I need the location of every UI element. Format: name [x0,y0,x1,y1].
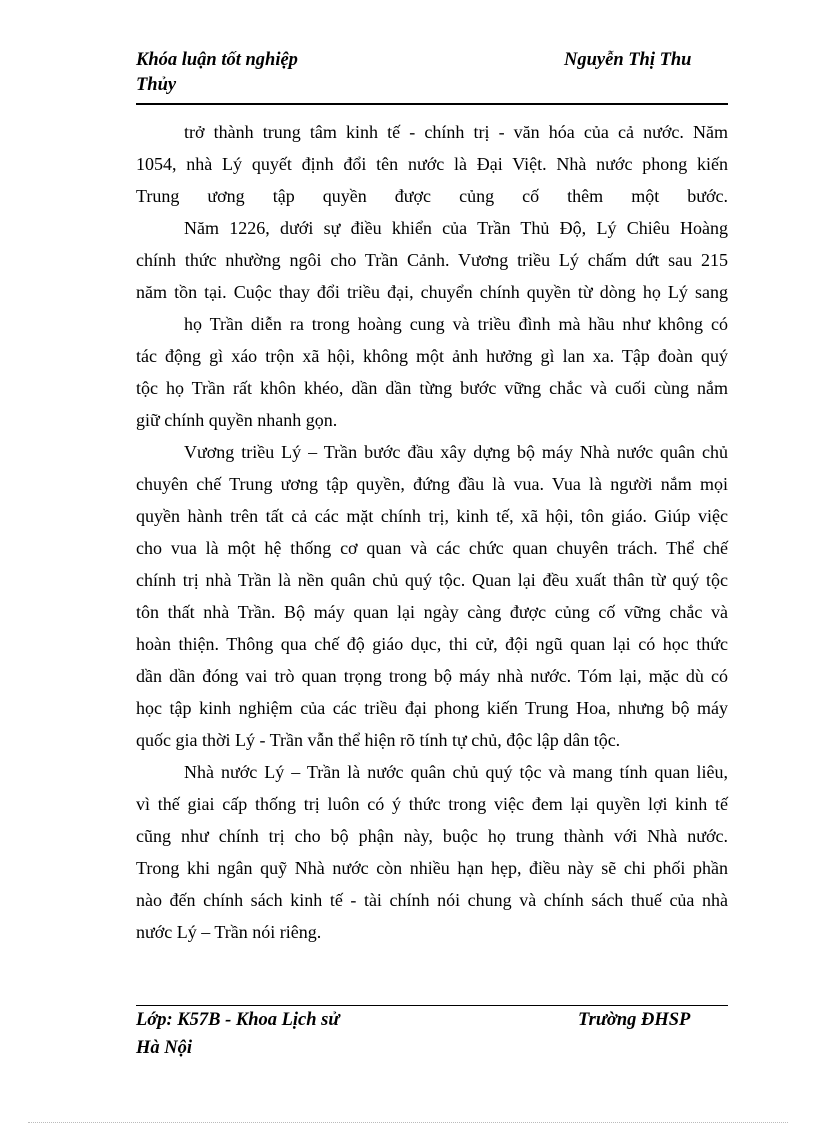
text-line: vì thế giai cấp thống trị luôn có ý thức trong việc đem lại quyền lợi kinh tế [136,794,728,814]
text-line: chuyên chế Trung ương tập quyền, đứng đầu là vua. Vua là người nắm mọi [136,474,728,494]
text-line: Nhà nước Lý – Trần là nước quân chủ quý tộc và mang tính quan liêu, [184,762,728,782]
header-divider [136,103,728,105]
text-line: cho vua là một hệ thống cơ quan và các chức quan chuyên trách. Thể chế [136,538,728,558]
text-line: năm tồn tại. Cuộc thay đổi triều đại, chuyển chính quyền từ dòng họ Lý sang [136,282,728,302]
text-line: Vương triều Lý – Trần bước đầu xây dựng bộ máy Nhà nước quân chủ [184,442,728,462]
text-line: nào đến chính sách kinh tế - tài chính nói chung và chính sách thuế của nhà [136,890,728,910]
text-line: tộc họ Trần rất khôn khéo, dần dần từng bước vững chắc và cuối cùng nắm [136,378,728,398]
footer-university: Trường ĐHSP [578,1010,691,1030]
text-line: quyền hành trên tất cả các mặt chính trị, kinh tế, xã hội, tôn giáo. Giúp việc [136,506,728,526]
footer-divider [136,1005,728,1006]
header-author-name: Nguyễn Thị Thu [564,50,692,70]
text-line: học tập kinh nghiệm của các triều đại phong kiến Trung Hoa, nhưng bộ máy [136,698,728,718]
text-line: Năm 1226, dưới sự điều khiển của Trần Thủ Độ, Lý Chiêu Hoàng [184,218,728,238]
text-line: quốc gia thời Lý - Trần vẫn thể hiện rõ tính tự chủ, độc lập dân tộc. [136,730,621,750]
page-header [136,48,728,106]
text-line: Trung ương tập quyền được củng cố thêm một bước. [136,186,728,206]
text-line: tác động gì xáo trộn xã hội, không một ảnh hưởng gì lan xa. Tập đoàn quý [136,346,728,366]
text-line: tôn thất nhà Trần. Bộ máy quan lại ngày càng được củng cố vững chắc và [136,602,728,622]
footer-university-cont: Hà Nội [136,1038,193,1058]
text-line: dần dần đóng vai trò quan trọng trong bộ máy nhà nước. Tóm lại, mặc dù có [136,666,728,686]
text-line: chính thức nhường ngôi cho Trần Cảnh. Vương triều Lý chấm dứt sau 215 [136,250,728,270]
header-author-name-cont: Thủy [136,75,177,95]
page-footer [136,1010,728,1066]
text-line: trở thành trung tâm kinh tế - chính trị - văn hóa của cả nước. Năm [184,122,728,142]
text-line: giữ chính quyền nhanh gọn. [136,410,338,430]
text-line: chính trị nhà Trần là nền quân chủ quý tộc. Quan lại đều xuất thân từ quý tộc [136,570,728,590]
text-line: cũng như chính trị cho bộ phận này, buộc họ trung thành với Nhà nước. [136,826,728,846]
text-line: hoàn thiện. Thông qua chế độ giáo dục, thi cử, đội ngũ quan lại có học thức [136,634,728,654]
text-line: 1054, nhà Lý quyết định đổi tên nước là Đại Việt. Nhà nước phong kiến [136,154,728,174]
footer-class-info: Lớp: K57B - Khoa Lịch sử [136,1010,340,1030]
text-line: nước Lý – Trần nói riêng. [136,922,322,942]
text-line: họ Trần diễn ra trong hoàng cung và triều đình mà hầu như không có [184,314,728,334]
header-thesis-title: Khóa luận tốt nghiệp [136,50,298,70]
text-line: Trong khi ngân quỹ Nhà nước còn nhiều hạn hẹp, điều này sẽ chi phối phần [136,858,728,878]
